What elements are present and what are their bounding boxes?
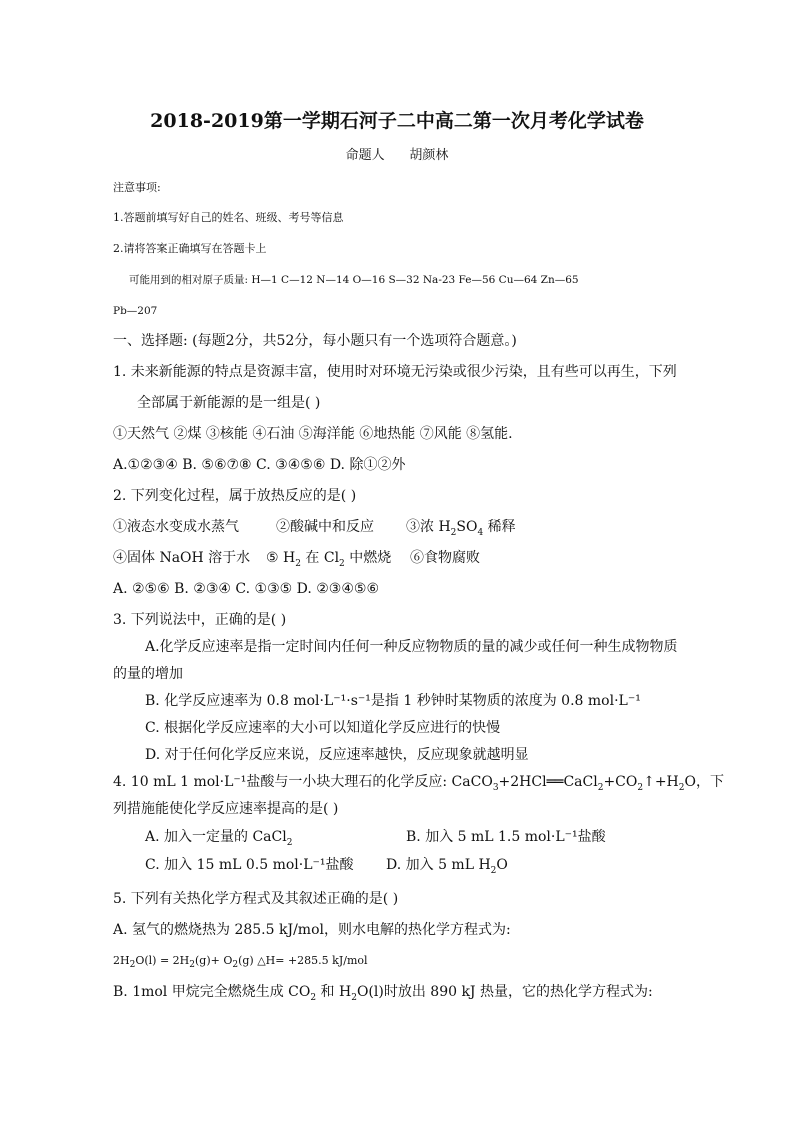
author-label: 命题人 — [345, 148, 385, 163]
q2-stem: 2. 下列变化过程，属于放热反应的是( ) — [113, 488, 357, 504]
q3-option-c: C. 根据化学反应速率的大小可以知道化学反应进行的快慢 — [145, 720, 501, 736]
note-item-1: 1.答题前填写好自己的姓名、班级、考号等信息 — [113, 211, 344, 224]
author-line — [0, 148, 794, 164]
q4-stem-line-2: 列措施能使化学反应速率提高的是( ) — [113, 801, 339, 817]
q4-option-c: C. 加入 15 mL 0.5 mol·L⁻¹盐酸 — [145, 857, 354, 873]
author-name: 胡颜林 — [409, 148, 449, 163]
q5-option-a: A. 氢气的燃烧热为 285.5 kJ/mol，则水电解的热化学方程式为: — [113, 922, 511, 938]
q3-option-a-line-1: A.化学反应速率是指一定时间内任何一种反应物物质的量的减少或任何一种生成物物质 — [145, 639, 678, 655]
q5-stem: 5. 下列有关热化学方程式及其叙述正确的是( ) — [113, 891, 399, 907]
q1-items: ①天然气 ②煤 ③核能 ④石油 ⑤海洋能 ⑥地热能 ⑦风能 ⑧氢能. — [113, 426, 513, 442]
q4-option-a: A. 加入一定量的 CaCl$_2$ — [145, 829, 293, 848]
q3-stem: 3. 下列说法中，正确的是( ) — [113, 612, 287, 628]
notes-heading: 注意事项: — [113, 181, 161, 194]
q3-option-b: B. 化学反应速率为 0.8 mol·L⁻¹·s⁻¹是指 1 秒钟时某物质的浓度为 0.8 mol·L⁻¹ — [145, 693, 641, 709]
section-heading: 一、选择题: (每题2分，共52分，每小题只有一个选项符合题意。) — [113, 333, 517, 349]
q1-stem-line-1: 1. 未来新能源的特点是资源丰富，使用时对环境无污染或很少污染，且有些可以再生，下列 — [113, 364, 677, 380]
atomic-masses-line-1: 可能用到的相对原子质量: H—1 C—12 N—14 O—16 S—32 Na-23 Fe—56 Cu—64 Zn—65 — [129, 274, 579, 286]
atomic-masses-line-2: Pb—207 — [113, 305, 158, 317]
q1-options: A.①②③④ B. ⑤⑥⑦⑧ C. ③④⑤⑥ D. 除①②外 — [113, 457, 406, 473]
q2-item-2: ②酸碱中和反应 — [276, 519, 374, 535]
q5-option-b: B. 1mol 甲烷完全燃烧生成 $CO_2$ 和 $H_2O(l)$时放出 890 kJ 热量，它的热化学方程式为: — [113, 984, 653, 1003]
q3-option-d: D. 对于任何化学反应来说，反应速率越快，反应现象就越明显 — [145, 747, 529, 763]
note-item-2: 2.请将答案正确填写在答题卡上 — [113, 242, 267, 255]
q4-stem-line-1: 4. 10 mL 1 mol·L⁻¹盐酸与一小块大理石的化学反应: $CaCO_3+2HCl══CaCl_2+CO_2↑+H_2O$，下 — [113, 774, 724, 793]
q2-item-6: ⑥食物腐败 — [410, 550, 480, 566]
q2-item-1: ①液态水变成水蒸气 — [113, 519, 239, 535]
q1-stem-line-2: 全部属于新能源的是一组是( ) — [137, 395, 321, 411]
q2-item-4: ④固体 NaOH 溶于水 — [113, 550, 251, 566]
q2-item-3: ③浓 $H_2SO_4$ 稀释 — [406, 519, 516, 538]
q3-option-a-line-2: 的量的增加 — [113, 666, 183, 682]
page-title: 2018-2019第一学期石河子二中高二第一次月考化学试卷 — [150, 110, 644, 132]
q2-options: A. ②⑤⑥ B. ②③④ C. ①③⑤ D. ②③④⑤⑥ — [113, 581, 379, 597]
q4-option-b: B. 加入 5 mL 1.5 mol·L⁻¹盐酸 — [406, 829, 606, 845]
q4-option-d: D. 加入 5 mL $H_2O$ — [386, 857, 508, 876]
q5-equation: $2H_2O(l) = 2H_2(g)+ O_2(g)$ △H= +285.5 kJ/mol — [113, 954, 368, 971]
q2-item-5: ⑤ $H_2$ 在 $Cl_2$ 中燃烧 — [266, 550, 392, 569]
